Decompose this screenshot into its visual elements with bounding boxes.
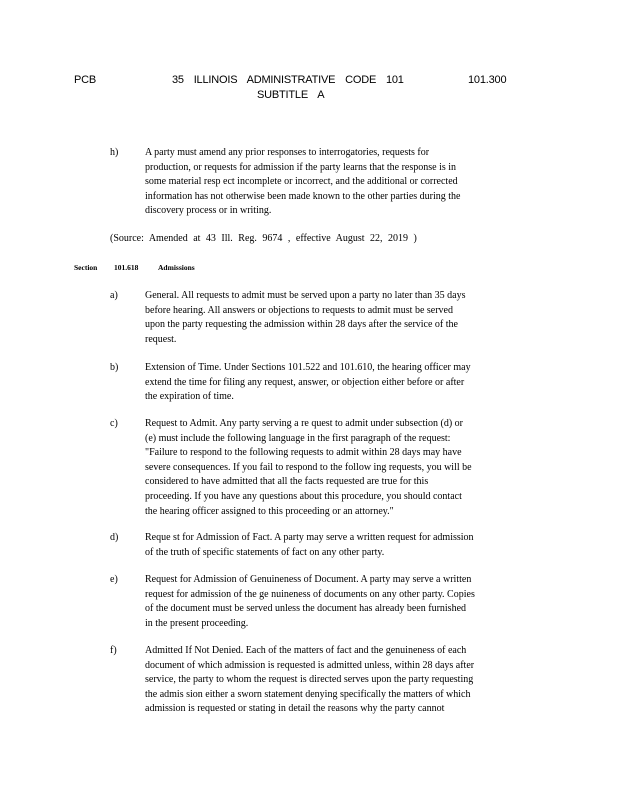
subsection-text: Extension of Time. Under Sections 101.522 and 101.610, the hearing officer may extend the time for filing any request, answer, or objection either before or after the expiration of time. (145, 362, 471, 403)
header-subtitle: SUBTITLE A (257, 89, 325, 101)
header-part-number: 101.300 (468, 74, 507, 86)
subsection-text: Reque st for Admission of Fact. A party may serve a written request for admission of the truth of specific statements of fact on any other party. (145, 532, 474, 558)
subsection-label: c) (110, 418, 118, 429)
subsection-label: a) (110, 290, 118, 301)
header-code-title: 35 ILLINOIS ADMINISTRATIVE CODE 101 (172, 74, 404, 86)
section-word: Section (74, 263, 98, 272)
source-note: (Source: Amended at 43 Ill. Reg. 9674 , effective August 22, 2019 ) (110, 233, 417, 244)
subsection-text: Request for Admission of Genuineness of Document. A party may serve a written request for admission of the ge nuineness of documents on any other party. Copies of the document must be served unless the document has already been furnished in the present proceeding. (145, 574, 475, 629)
subsection-text: Admitted If Not Denied. Each of the matters of fact and the genuineness of each document of which admission is requested is admitted unless, within 28 days after service, the party to whom the request is directed serves upon the party requesting the admis sion either a sworn statement denying specifically the matters of which admission is requested or stating in detail the reasons why the party cannot (145, 645, 475, 715)
section-number: 101.618 (114, 263, 139, 272)
paragraph-label: h) (110, 147, 119, 158)
subsection-label: e) (110, 574, 118, 585)
subsection-label: d) (110, 532, 119, 543)
subsection-label: b) (110, 362, 119, 373)
subsection-text: General. All requests to admit must be served upon a party no later than 35 days before hearing. All answers or objections to requests to admit must be served upon the party requesting the admission within 28 days after the service of the request. (145, 290, 466, 345)
subsection-text: Request to Admit. Any party serving a re quest to admit under subsection (d) or (e) must include the following language in the first paragraph of the request: "Failure to respond to the following requests to admit within 28 days may have severe consequences. If you fail to respond to the follow ing requests, you will be considered to have admitted that all the facts requested are true for this proceeding. If you have any questions about this procedure, you should contact the hearing officer assigned to this proceeding or an attorney." (145, 418, 472, 517)
subsection-label: f) (110, 645, 117, 656)
header-agency: PCB (74, 74, 97, 86)
section-title: Admissions (158, 263, 195, 272)
paragraph-text: A party must amend any prior responses to interrogatories, requests for production, or requests for admission if the party learns that the response is in some material resp ect incomplete or incorrect, and the additional or corrected information has not otherwise been made known to the other parties during the discovery process or in writing. (145, 147, 461, 217)
